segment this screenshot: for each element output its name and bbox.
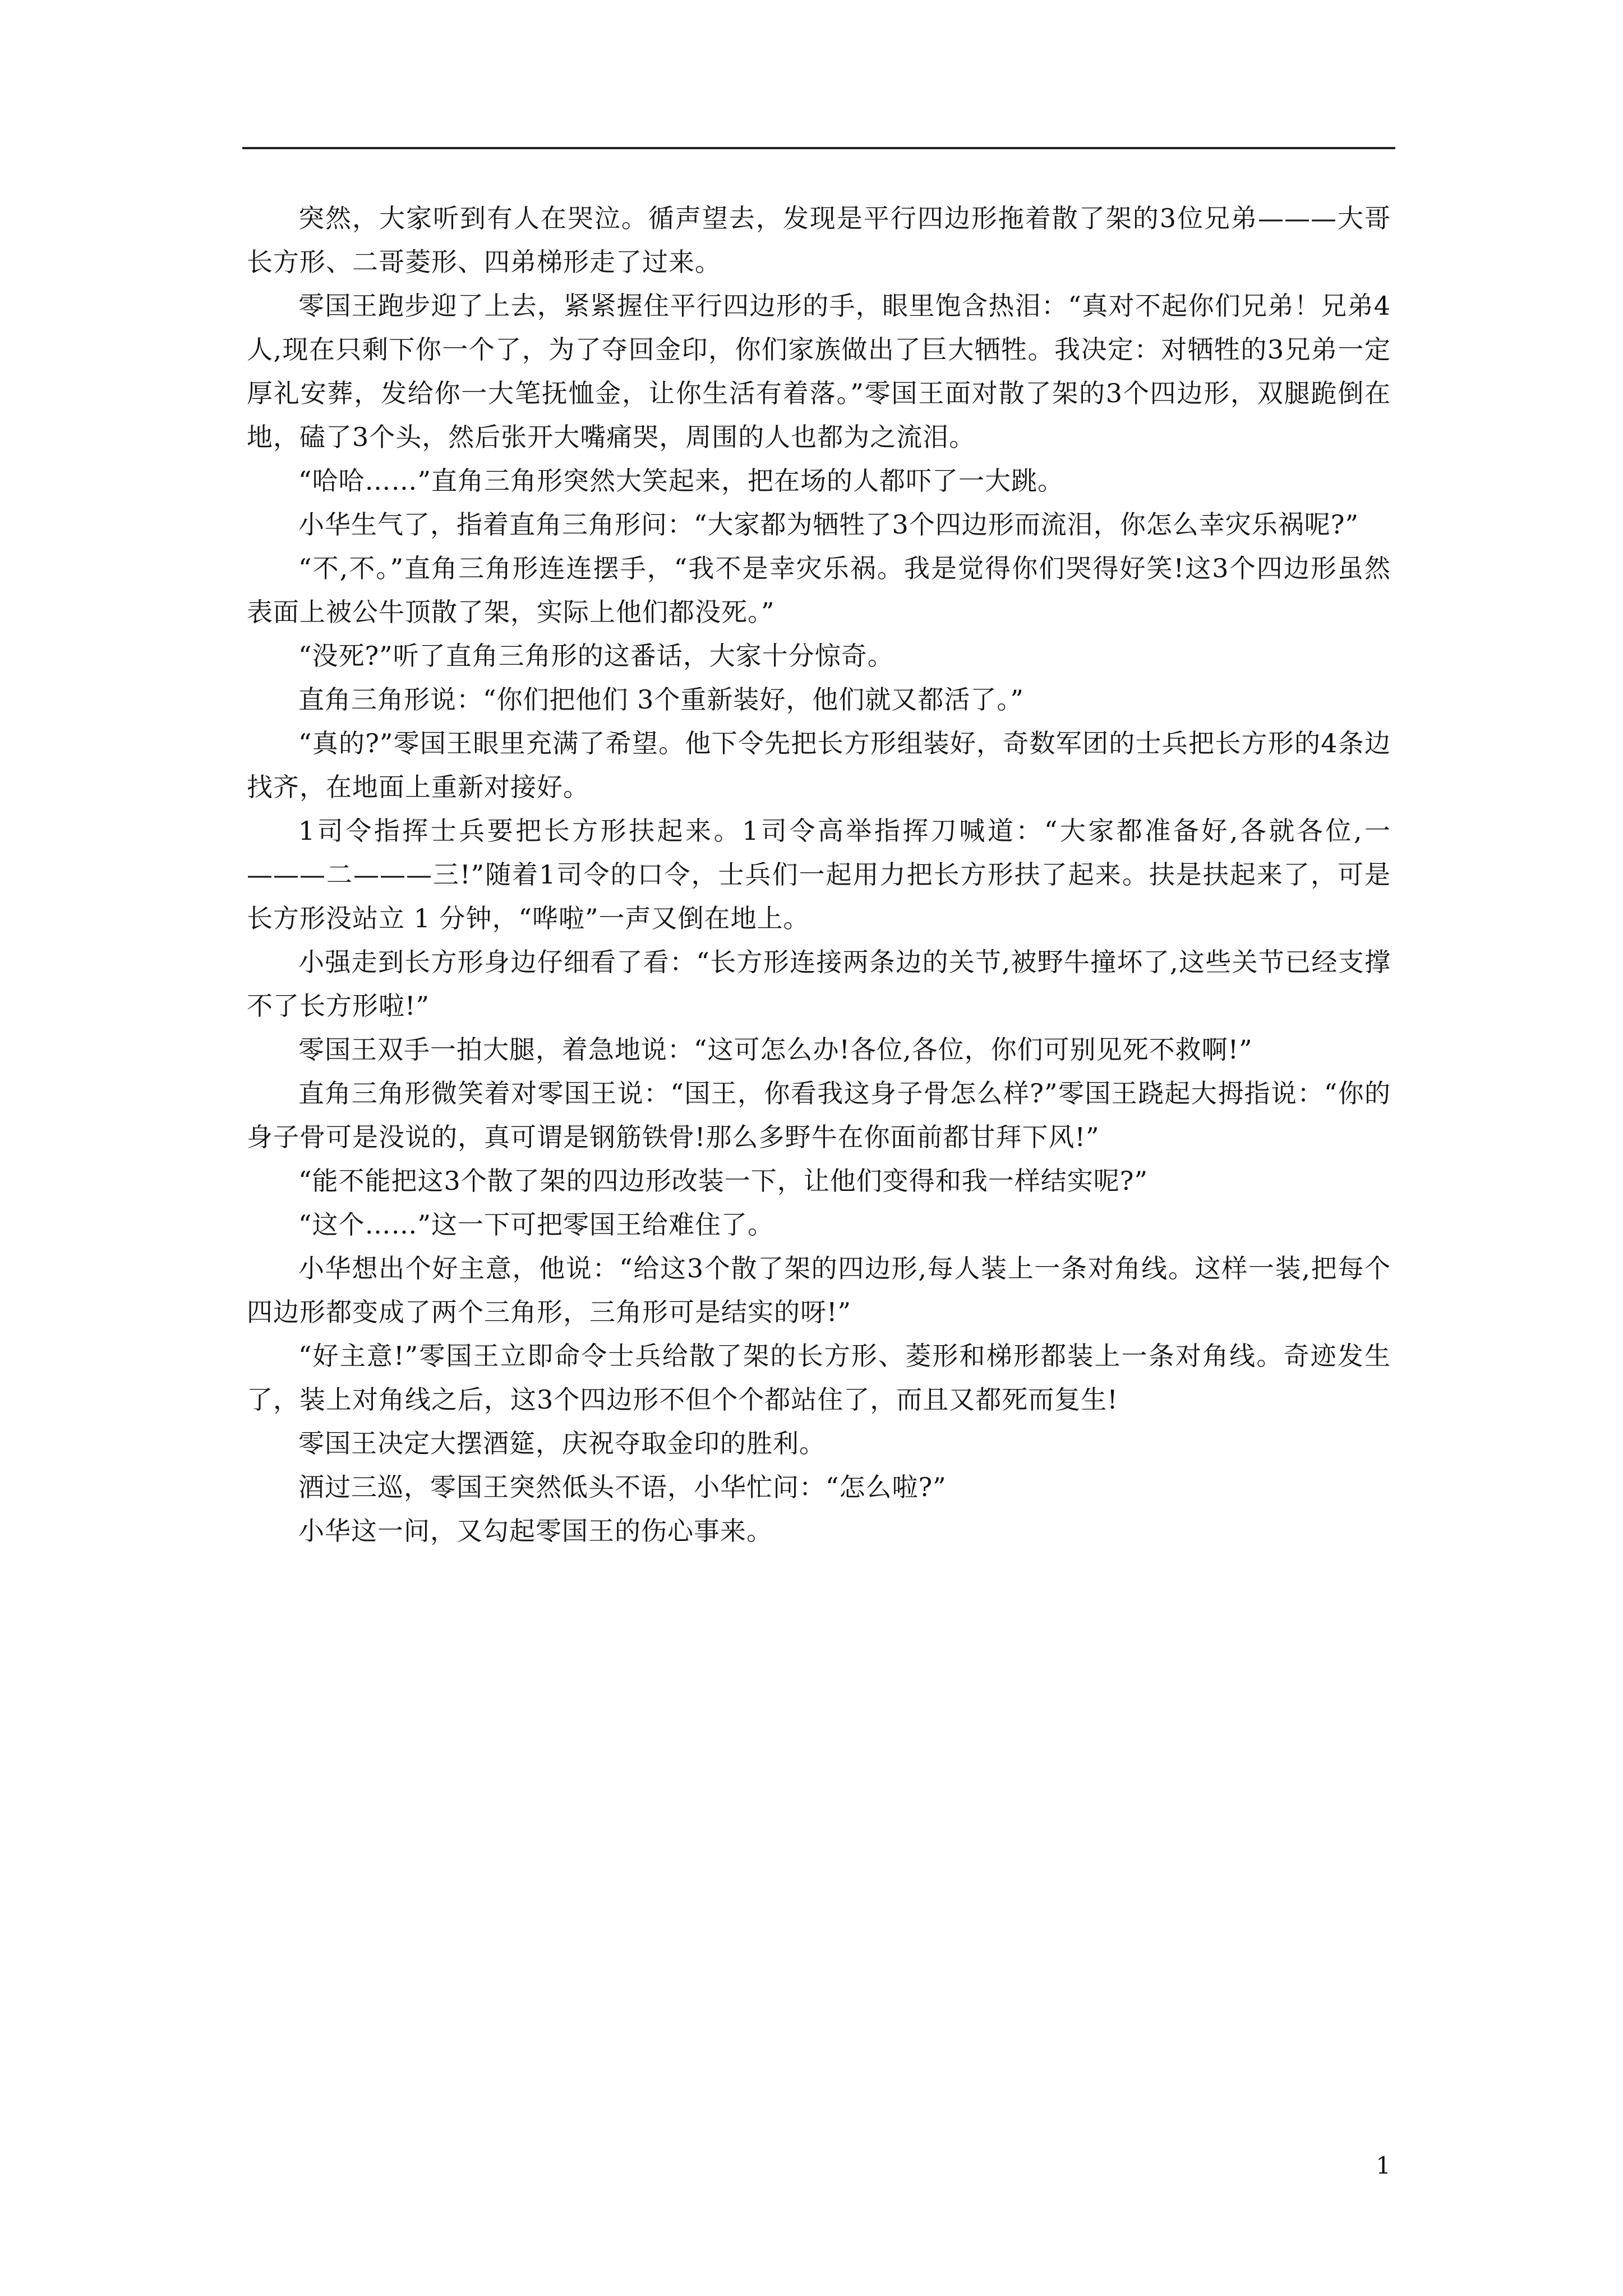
page-number: 1 (1376, 2152, 1391, 2179)
paragraph: “真的?”零国王眼里充满了希望。他下令先把长方形组装好，奇数军团的士兵把长方形的4条边找齐，在地面上重新对接好。 (247, 728, 1391, 802)
paragraph: 零国王跑步迎了上去，紧紧握住平行四边形的手，眼里饱含热泪：“真对不起你们兄弟！兄弟4 人,现在只剩下你一个了，为了夺回金印，你们家族做出了巨大牺牲。我决定：对牺牲的3兄弟一定厚礼安葬，发给你一大笔抚恤金，让你生活有着落。”零国王面对散了架的3个四边形，双腿跪倒在地，磕了3个头，然后张开大嘴痛哭，周围的人也都为之流泪。 (247, 291, 1391, 452)
paragraph: 突然，大家听到有人在哭泣。循声望去，发现是平行四边形拖着散了架的3位兄弟———大哥长方形、二哥菱形、四弟梯形走了过来。 (247, 203, 1391, 277)
paragraph: “好主意!”零国王立即命令士兵给散了架的长方形、菱形和梯形都装上一条对角线。奇迹发生了，装上对角线之后，这3个四边形不但个个都站住了，而且又都死而复生! (247, 1341, 1391, 1415)
paragraph: 小华这一问，又勾起零国王的伤心事来。 (298, 1516, 773, 1546)
paragraph: 直角三角形说：“你们把他们 3个重新装好，他们就又都活了。” (298, 684, 1024, 715)
paragraph: 酒过三巡，零国王突然低头不语，小华忙问：“怎么啦?” (298, 1472, 947, 1502)
paragraph: “没死?”听了直角三角形的这番话，大家十分惊奇。 (298, 641, 894, 671)
paragraph: 小强走到长方形身边仔细看了看：“长方形连接两条边的关节,被野牛撞坏了,这些关节已经支撑不了长方形啦!” (247, 947, 1391, 1021)
body-text (247, 196, 1391, 1553)
paragraph: 小华想出个好主意，他说：“给这3个散了架的四边形,每人装上一条对角线。这样一装,把每个四边形都变成了两个三角形，三角形可是结实的呀!” (247, 1253, 1391, 1327)
paragraph: “哈哈……”直角三角形突然大笑起来，把在场的人都吓了一大跳。 (298, 466, 1064, 496)
paragraph: “能不能把这3个散了架的四边形改装一下，让他们变得和我一样结实呢?” (298, 1166, 1148, 1196)
paragraph: 直角三角形微笑着对零国王说：“国王，你看我这身子骨怎么样?”零国王跷起大拇指说：“你的身子骨可是没说的，真可谓是钢筋铁骨!那么多野牛在你面前都甘拜下风!” (247, 1078, 1391, 1152)
paragraph: 1司令指挥士兵要把长方形扶起来。1司令高举指挥刀喊道：“大家都准备好,各就各位,一———二———三!”随着1司令的口令，士兵们一起用力把长方形扶了起来。扶是扶起来了，可是长方形没站立 1 分钟，“哗啦”一声又倒在地上。 (247, 816, 1391, 933)
paragraph: 零国王双手一拍大腿，着急地说：“这可怎么办!各位,各位，你们可别见死不救啊!” (298, 1034, 1253, 1065)
paragraph: 小华生气了，指着直角三角形问：“大家都为牺牲了3个四边形而流泪，你怎么幸灾乐祸呢?” (298, 509, 1359, 540)
header-rule (242, 147, 1395, 149)
paragraph: “不,不。”直角三角形连连摆手，“我不是幸灾乐祸。我是觉得你们哭得好笑!这3个四边形虽然表面上被公牛顶散了架，实际上他们都没死。” (247, 553, 1391, 627)
paragraph: “这个……”这一下可把零国王给难住了。 (298, 1209, 774, 1240)
paragraph: 零国王决定大摆酒筵，庆祝夺取金印的胜利。 (298, 1428, 826, 1458)
